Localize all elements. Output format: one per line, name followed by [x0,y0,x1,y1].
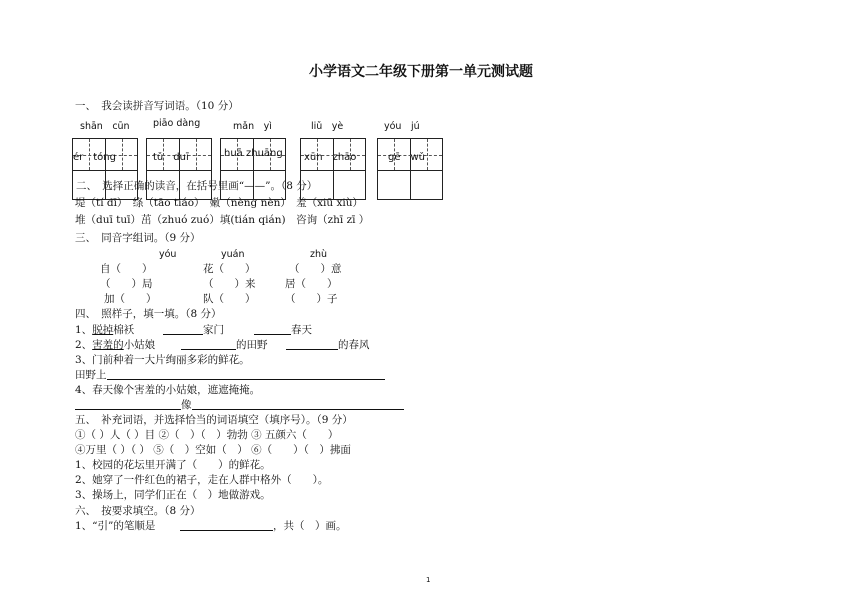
s4-l2-word: 害羞的 [92,339,124,351]
s4-l1-c: 春天 [291,324,312,336]
pinyin-3: mǎn yì [233,121,272,132]
s4-line-4: 4、春天像个害羞的小姑娘，遮遮掩掩。 [75,384,261,396]
section-5-heading: 五、 补充词语，并选择恰当的词语填空（填序号）。（9 分） [75,414,353,426]
s4-l4-blank-a[interactable] [75,409,181,410]
s3-r1-c2: 花（ ） [203,263,256,275]
s5-question-1: 1、校园的花坛里开满了（ ）的鲜花。 [75,459,271,471]
s3-r3-c2: 队（ ） [203,293,256,305]
s4-l1-b: 家门 [203,324,224,336]
s5-line-2: ④万里（ ）（ ） ⑤（ ）空如（ ） ⑥（ ）（ ）拂面 [75,444,351,456]
s4-l2-rest: 小姑娘 [123,339,156,351]
s5-line-1: ①（ ）人（ ）目 ②（ ）（ ）勃勃 ③ 五颜六（ ） [75,429,339,441]
s4-l2-c: 的春风 [338,339,370,351]
pinyin-2: piāo dàng [153,118,201,129]
s4-l1-blank-b[interactable] [254,334,291,335]
s6-line-1a: 1、“引”的笔顺是 [75,520,156,532]
section-1-heading: 一、 我会读拼音写词语。（10 分） [75,100,239,112]
s3-r1-c1: 自（ ） [100,263,153,275]
s4-line-2 [75,338,155,352]
section-3-heading: 三、 同音字组词。（9 分） [75,232,201,244]
s3-r2-c2: （ ）来 [203,278,256,290]
s4-line-1 [75,323,134,337]
s4-line-3: 3、门前种着一大片绚丽多彩的鲜花。 [75,354,250,366]
grid-text-3: huā zhuāng [224,148,283,159]
s4-l1-word: 脱掉 [92,324,114,336]
s4-l1-rest: 棉袄 [113,324,135,336]
grid-text-5: gē wǔ [388,152,426,163]
s3-r2-c3: 居（ ） [285,278,338,290]
section-4-heading: 四、 照样子，填一填。（8 分） [75,308,222,320]
s4-line-3b: 田野上 [75,369,107,381]
s5-question-2: 2、她穿了一件红色的裙子，走在人群中格外（ ）。 [75,474,329,486]
s3-pinyin-2: yuán [221,249,245,260]
section-2-heading: 二、 选择正确的读音，在括号里画“——”。（8 分） [76,180,318,192]
s4-l4-b: 像 [181,399,192,411]
s4-l2-blank-b[interactable] [286,349,338,350]
s4-l1-blank-a[interactable] [163,334,203,335]
pinyin-5: yóu jú [384,121,420,132]
s4-l4-blank-b[interactable] [192,409,404,410]
s6-line-1b: ，共（ ）画。 [273,520,347,532]
s4-l2-b: 的田野 [236,339,268,351]
s4-l2-no: 2、 [75,339,93,351]
s3-pinyin-3: zhù [310,249,328,260]
grid-text-2: tǔ duī [153,152,189,163]
s4-l1-no: 1、 [75,324,93,336]
s3-r2-c1: （ ）局 [100,278,153,290]
s3-pinyin-1: yóu [159,249,177,260]
pinyin-1: shān cūn [80,121,130,132]
page-title: 小学语文二年级下册第一单元测试题 [309,64,533,80]
pinyin-4: liǔ yè [311,121,344,132]
s6-l1-blank[interactable] [180,530,273,531]
s3-r1-c3: （ ）意 [289,263,342,275]
section-6-heading: 六、 按要求填空。（8 分） [75,505,201,517]
s5-question-3: 3、操场上，同学们正在（ ）地做游戏。 [75,489,271,501]
s3-r3-c3: （ ）子 [285,293,338,305]
writing-grid-5b [377,170,443,200]
grid-text-4: xūn zhāo [304,152,357,163]
grid-text-1: ér tóng [73,152,116,163]
s4-l3-blank[interactable] [107,379,385,380]
page-number: 1 [426,576,431,584]
s4-l2-blank-a[interactable] [181,349,236,350]
s3-r3-c1: 加（ ） [104,293,157,305]
section-2-line-2: 堆（duī tuī）茁（zhuó zuó）填(tián qián) 咨询（zhī zī ） [75,214,370,226]
section-2-line-1: 堤（tí dī） 绦（tāo tiáo） 嫩（nèng nèn） 羞（xiū xiù） [75,197,364,209]
